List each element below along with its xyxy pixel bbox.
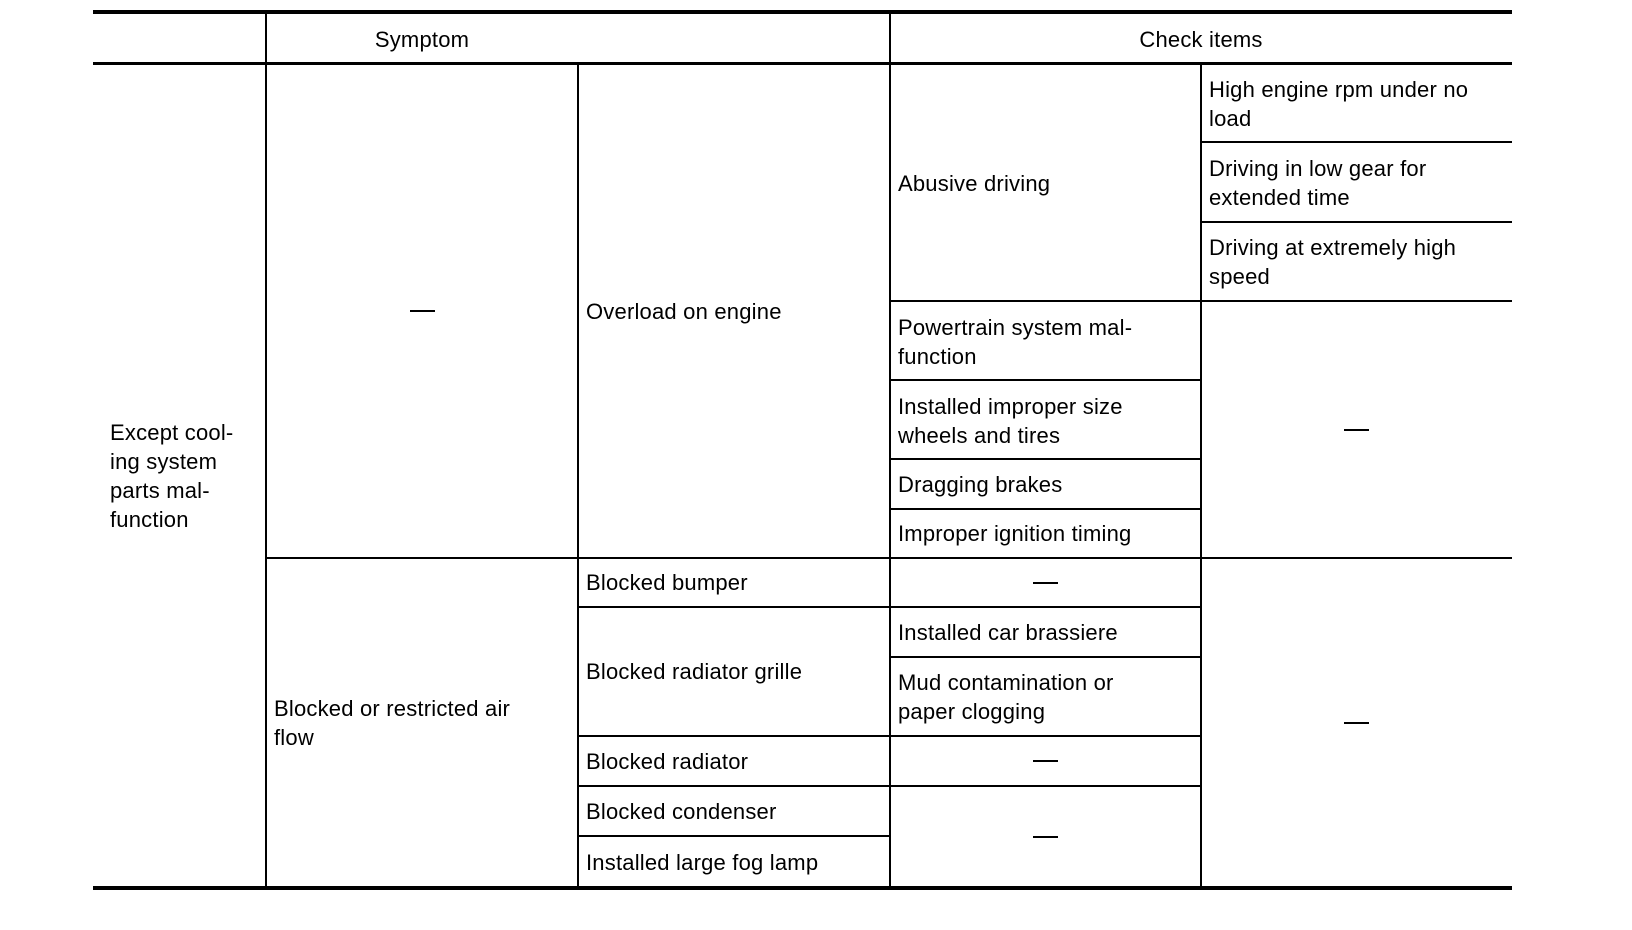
symptom-fog-lamp: Installed large fog lamp [586,849,819,875]
column-divider [1200,63,1202,888]
symptom-blocked-condenser: Blocked condenser [586,798,777,824]
header-bottom-border [93,62,1512,65]
cause-cell-1 [266,64,578,558]
row-divider [578,835,890,837]
column-divider [577,63,579,888]
check-dragging-brakes: Dragging brakes [898,472,1063,497]
header-check-items: Check items [1139,26,1263,52]
detail-empty-2 [1201,558,1512,888]
symptom-blocked-bumper: Blocked bumper [586,570,748,595]
dash-mark [1344,429,1369,431]
column-divider [265,12,267,888]
row-divider [1201,221,1512,223]
dash-mark [1033,582,1058,584]
table-top-border [93,10,1512,14]
check-ignition-timing: Improper ignition timing [898,521,1132,546]
symptom-overload: Overload on engine [586,298,782,324]
check-improper-wheels: Installed improper size wheels and tires [898,393,1123,448]
table-bottom-border [93,886,1512,890]
detail-low-gear: Driving in low gear for extended time [1209,155,1427,210]
check-empty-radiator [890,736,1201,786]
dash-mark [1033,760,1058,762]
dash-mark [1033,836,1058,838]
dash-mark [410,310,435,312]
detail-high-rpm: High engine rpm under no load [1209,76,1469,131]
row-divider [890,379,1201,381]
check-car-brassiere: Installed car brassiere [898,619,1118,645]
row-divider [890,656,1201,658]
category-label: Except cool- ing system parts mal- function [110,420,234,532]
header-symptom: Symptom [374,26,470,52]
check-powertrain: Powertrain system mal- function [898,314,1133,369]
symptom-blocked-grille: Blocked radiator grille [586,659,803,684]
dash-mark [1344,722,1369,724]
row-divider [890,458,1201,460]
check-mud-contamination: Mud contamination or paper clogging [898,669,1114,724]
cause-restricted-airflow: Blocked or restricted air flow [274,696,511,750]
detail-high-speed: Driving at extremely high speed [1209,235,1457,289]
detail-empty-1 [1201,302,1512,558]
symptom-blocked-radiator: Blocked radiator [586,748,749,774]
row-divider [1201,141,1512,143]
row-divider [890,508,1201,510]
check-empty-condenser-foglamp [890,786,1201,888]
column-divider [889,12,891,888]
check-empty-bumper [890,558,1201,607]
check-abusive-driving: Abusive driving [898,170,1051,196]
